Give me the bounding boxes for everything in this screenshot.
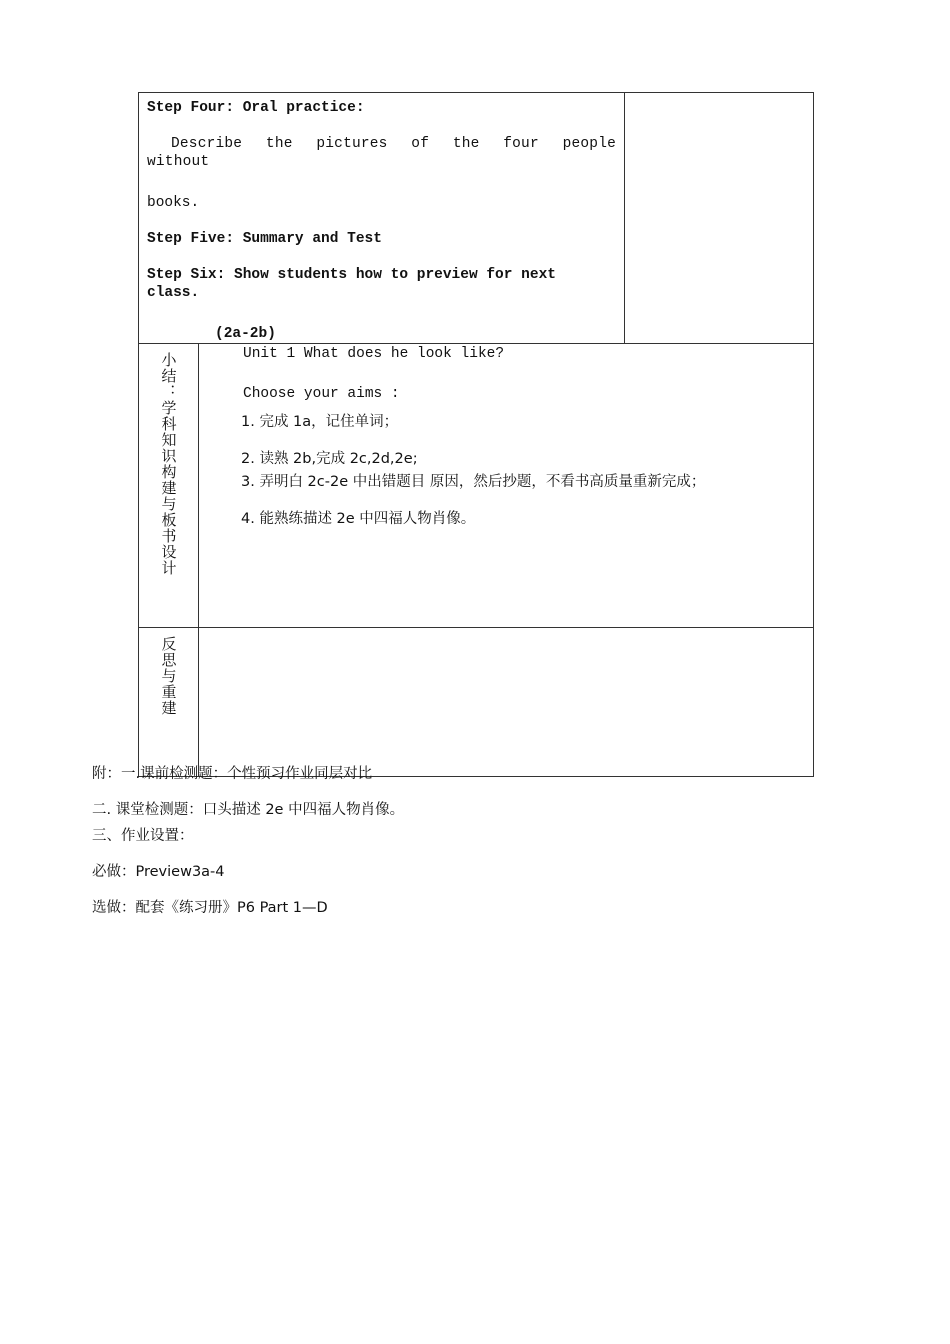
aim-item-4: 4. 能熟练描述 2e 中四福人物肖像。 [241, 511, 476, 527]
step-five-title: Step Five: Summary and Test [147, 231, 382, 247]
steps-row [139, 93, 814, 344]
reflection-label: 反思与重建 [159, 636, 178, 716]
notes-cell [625, 93, 814, 344]
aim-item-3: 3. 弄明白 2c-2e 中出错题目 原因，然后抄题，不看书高质量重新完成； [241, 474, 706, 490]
summary-label-cell [139, 344, 199, 628]
step-four-text-end: books. [147, 195, 200, 211]
summary-row [139, 344, 814, 628]
aim-item-1: 1. 完成 1a，记住单词； [241, 414, 399, 430]
step-four-title: Step Four: Oral practice: [147, 100, 365, 116]
step-six-range: (2a-2b) [215, 326, 276, 342]
unit-title: Unit 1 What does he look like? [243, 346, 505, 362]
reflection-content-cell [199, 628, 814, 777]
summary-content-cell [199, 344, 814, 628]
reflection-row [139, 628, 814, 777]
lesson-plan-table [138, 92, 814, 777]
aims-intro: Choose your aims : [243, 386, 400, 402]
step-four-text: Describe the pictures of the four people without [147, 136, 616, 170]
appendix-line-1: 附：一.课前检测题：个性预习作业同层对比 [92, 766, 373, 782]
steps-cell [139, 93, 625, 344]
appendix-line-3: 三、作业设置： [92, 828, 194, 844]
appendix-line-2: 二. 课堂检测题：口头描述 2e 中四福人物肖像。 [92, 802, 405, 818]
reflection-label-cell [139, 628, 199, 777]
aim-item-2: 2. 读熟 2b,完成 2c,2d,2e; [241, 451, 418, 467]
step-six-title: Step Six: Show students how to preview for next class. [147, 267, 556, 301]
summary-label: 小结：学科知识构建与板书设计 [159, 352, 178, 576]
appendix-line-5: 选做：配套《练习册》P6 Part 1—D [92, 900, 328, 916]
appendix-line-4: 必做：Preview3a-4 [92, 864, 225, 880]
